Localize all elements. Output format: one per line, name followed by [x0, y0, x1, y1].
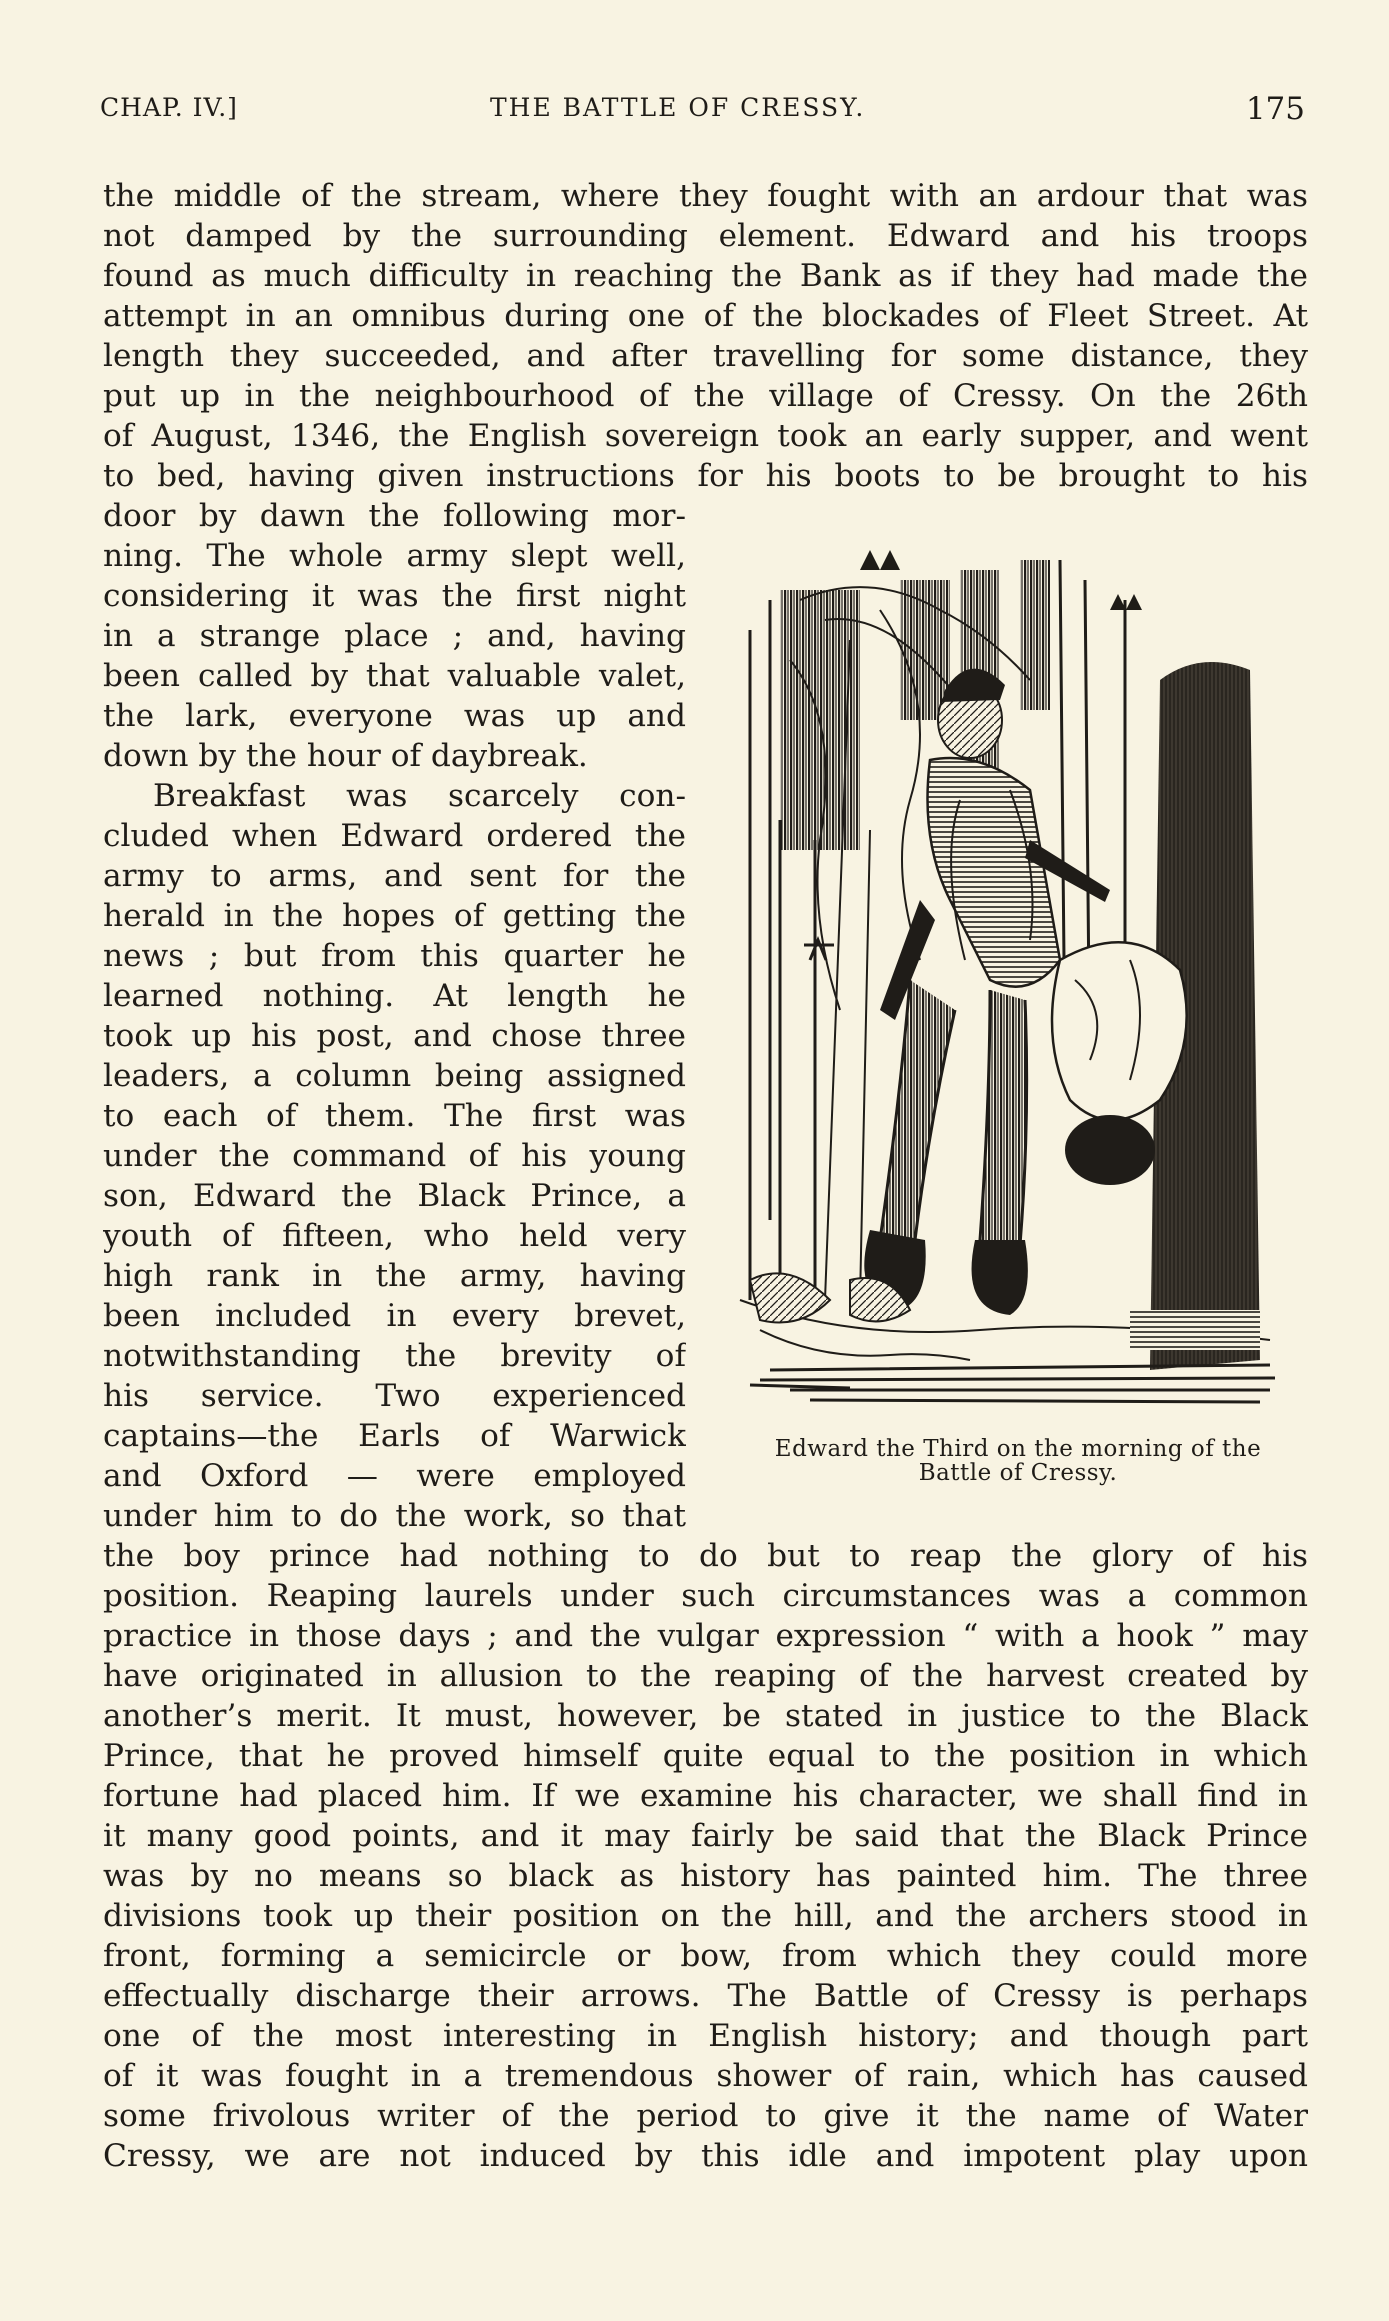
text-line: position. Reaping laurels under such circumstances was a common	[103, 1578, 1308, 1614]
text-line: of it was fought in a tremendous shower of rain, which has caused	[103, 2058, 1308, 2094]
text-line: effectually discharge their arrows. The Battle of Cressy is perhaps	[103, 1978, 1308, 2014]
text-line: Breakfast was scarcely con-	[153, 778, 686, 814]
text-line: herald in the hopes of getting the	[103, 898, 686, 934]
text-line: front, forming a semicircle or bow, from which they could more	[103, 1938, 1308, 1974]
text-line: army to arms, and sent for the	[103, 858, 686, 894]
text-line: Cressy, we are not induced by this idle and impotent play upon	[103, 2138, 1308, 2174]
text-line: of August, 1346, the English sovereign took an early supper, and went	[103, 418, 1308, 454]
text-line: attempt in an omnibus during one of the blockades of Fleet Street. At	[103, 298, 1308, 334]
text-line: door by dawn the following mor-	[103, 498, 686, 534]
caption-line: Edward the Third on the morning of the	[774, 1436, 1262, 1462]
text-line: captains—the Earls of Warwick	[103, 1418, 686, 1454]
text-line: cluded when Edward ordered the	[103, 818, 686, 854]
text-line: took up his post, and chose three	[103, 1018, 686, 1054]
text-line: been included in every brevet,	[103, 1298, 686, 1334]
engraving-illustration	[730, 540, 1300, 1420]
text-line: learned nothing. At length he	[103, 978, 686, 1014]
text-line: another’s merit. It must, however, be stated in justice to the Black	[103, 1698, 1308, 1734]
text-line: notwithstanding the brevity of	[103, 1338, 686, 1374]
text-line: to bed, having given instructions for his boots to be brought to his	[103, 458, 1308, 494]
text-line: divisions took up their position on the hill, and the archers stood in	[103, 1898, 1308, 1934]
text-line: to each of them. The first was	[103, 1098, 686, 1134]
text-line: some frivolous writer of the period to give it the name of Water	[103, 2098, 1308, 2134]
text-line: and Oxford — were employed	[103, 1458, 686, 1494]
running-head	[100, 93, 1305, 133]
illustration-caption	[718, 1437, 1318, 1485]
text-line: considering it was the first night	[103, 578, 686, 614]
text-line: high rank in the army, having	[103, 1258, 686, 1294]
text-line: the lark, everyone was up and	[103, 698, 686, 734]
text-line: found as much difficulty in reaching the Bank as if they had made the	[103, 258, 1308, 294]
text-line: the middle of the stream, where they fought with an ardour that was	[103, 178, 1308, 214]
text-line: practice in those days ; and the vulgar expression “ with a hook ” may	[103, 1618, 1308, 1654]
text-line: one of the most interesting in English history; and though part	[103, 2018, 1308, 2054]
text-line: it many good points, and it may fairly be said that the Black Prince	[103, 1818, 1308, 1854]
text-line: in a strange place ; and, having	[103, 618, 686, 654]
engraving-drawing	[730, 540, 1300, 1420]
text-line: under him to do the work, so that	[103, 1498, 686, 1534]
text-line: under the command of his young	[103, 1138, 686, 1174]
text-line: Prince, that he proved himself quite equal to the position in which	[103, 1738, 1308, 1774]
text-line: the boy prince had nothing to do but to reap the glory of his	[103, 1538, 1308, 1574]
text-line: was by no means so black as history has painted him. The three	[103, 1858, 1308, 1894]
text-line: not damped by the surrounding element. Edward and his troops	[103, 218, 1308, 254]
text-line: put up in the neighbourhood of the village of Cressy. On the 26th	[103, 378, 1308, 414]
text-line: length they succeeded, and after travelling for some distance, they	[103, 338, 1308, 374]
text-line: news ; but from this quarter he	[103, 938, 686, 974]
running-title: THE BATTLE OF CRESSY.	[490, 93, 866, 122]
text-line: leaders, a column being assigned	[103, 1058, 686, 1094]
chapter-label: CHAP. IV.]	[100, 93, 238, 122]
text-line: have originated in allusion to the reaping of the harvest created by	[103, 1658, 1308, 1694]
text-line: fortune had placed him. If we examine his character, we shall find in	[103, 1778, 1308, 1814]
text-line: ning. The whole army slept well,	[103, 538, 686, 574]
caption-line: Battle of Cressy.	[918, 1460, 1118, 1486]
text-line: youth of fifteen, who held very	[103, 1218, 686, 1254]
text-line: son, Edward the Black Prince, a	[103, 1178, 686, 1214]
text-line: his service. Two experienced	[103, 1378, 686, 1414]
text-line: been called by that valuable valet,	[103, 658, 686, 694]
text-line: down by the hour of daybreak.	[103, 738, 588, 774]
page-number: 175	[1245, 91, 1305, 127]
